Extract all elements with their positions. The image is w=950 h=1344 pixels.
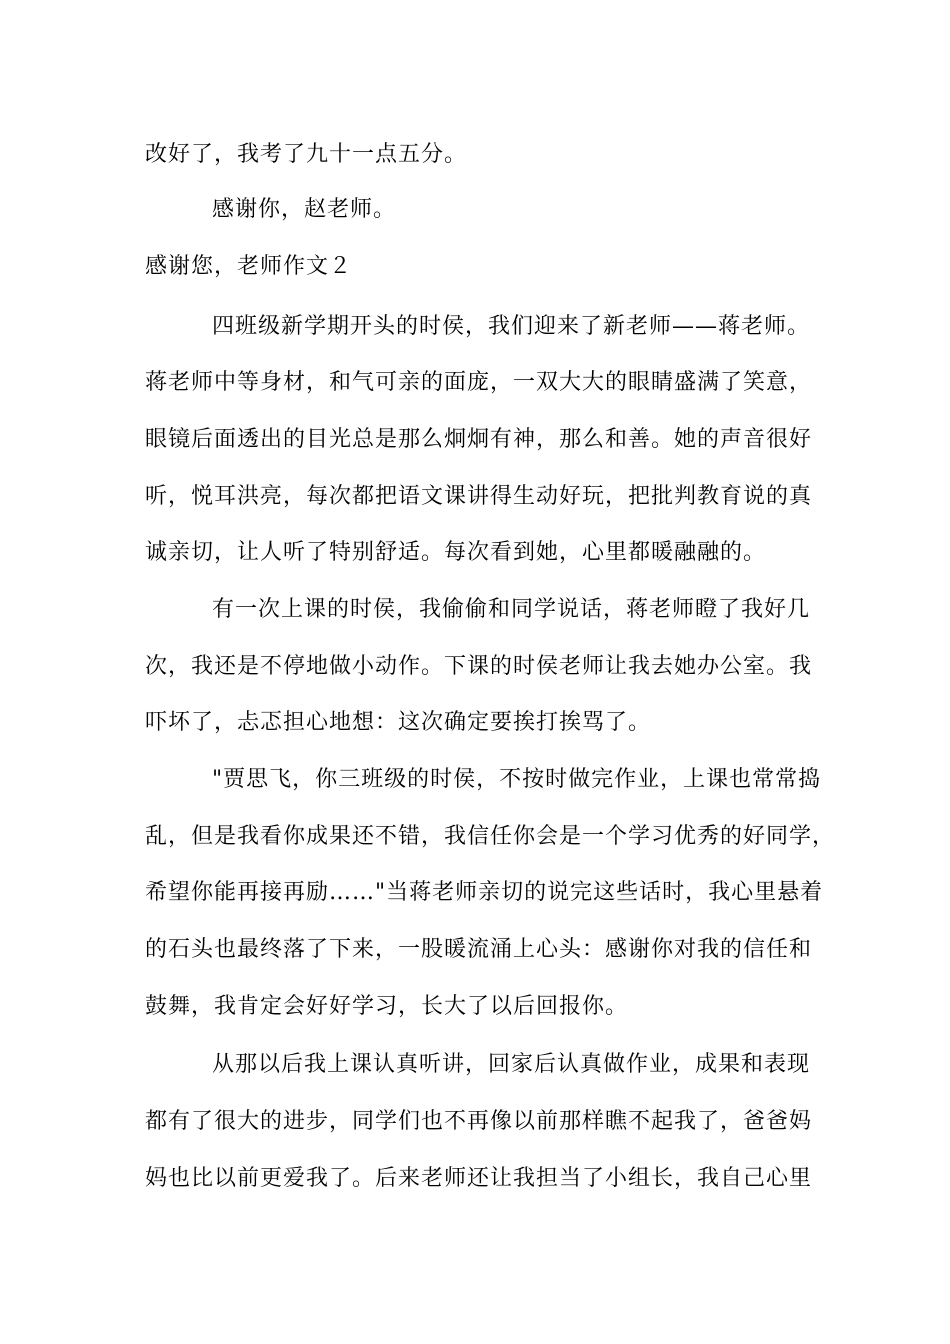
text-line: 乱，但是我看你成果还不错，我信任你会是一个学习优秀的好同学， xyxy=(145,824,836,849)
text-line: 有一次上课的时侯，我偷偷和同学说话，蒋老师瞪了我好几 xyxy=(212,597,811,622)
text-line: 都有了很大的进步，同学们也不再像以前那样瞧不起我了，爸爸妈 xyxy=(145,1109,813,1134)
text-line: 妈也比以前更爱我了。后来老师还让我担当了小组长，我自己心里 xyxy=(145,1166,813,1191)
text-line: 诚亲切，让人听了特别舒适。每次看到她，心里都暖融融的。 xyxy=(145,540,767,565)
text-line: 四班级新学期开头的时侯，我们迎来了新老师——蒋老师。 xyxy=(212,314,811,339)
text-line: 感谢你，赵老师。 xyxy=(212,197,397,222)
text-line: 听，悦耳洪亮，每次都把语文课讲得生动好玩，把批判教育说的真 xyxy=(145,484,813,509)
text-line: "贾思飞，你三班级的时侯，不按时做完作业，上课也常常捣 xyxy=(212,767,822,792)
text-line: 的石头也最终落了下来，一股暖流涌上心头：感谢你对我的信任和 xyxy=(145,937,813,962)
section-heading: 感谢您，老师作文２ xyxy=(145,254,353,279)
text-line: 眼镜后面透出的目光总是那么炯炯有神，那么和善。她的声音很好 xyxy=(145,427,813,452)
text-line: 鼓舞，我肯定会好好学习，长大了以后回报你。 xyxy=(145,994,629,1019)
text-line: 从那以后我上课认真听讲，回家后认真做作业，成果和表现 xyxy=(212,1052,811,1077)
text-line: 希望你能再接再励……"当蒋老师亲切的说完这些话时，我心里悬着 xyxy=(145,880,824,905)
text-line: 次，我还是不停地做小动作。下课的时侯老师让我去她办公室。我 xyxy=(145,654,813,679)
text-line: 吓坏了，忐忑担心地想：这次确定要挨打挨骂了。 xyxy=(145,710,652,735)
text-line: 蒋老师中等身材，和气可亲的面庞，一双大大的眼睛盛满了笑意， xyxy=(145,370,813,395)
text-line: 改好了，我考了九十一点五分。 xyxy=(145,142,468,167)
